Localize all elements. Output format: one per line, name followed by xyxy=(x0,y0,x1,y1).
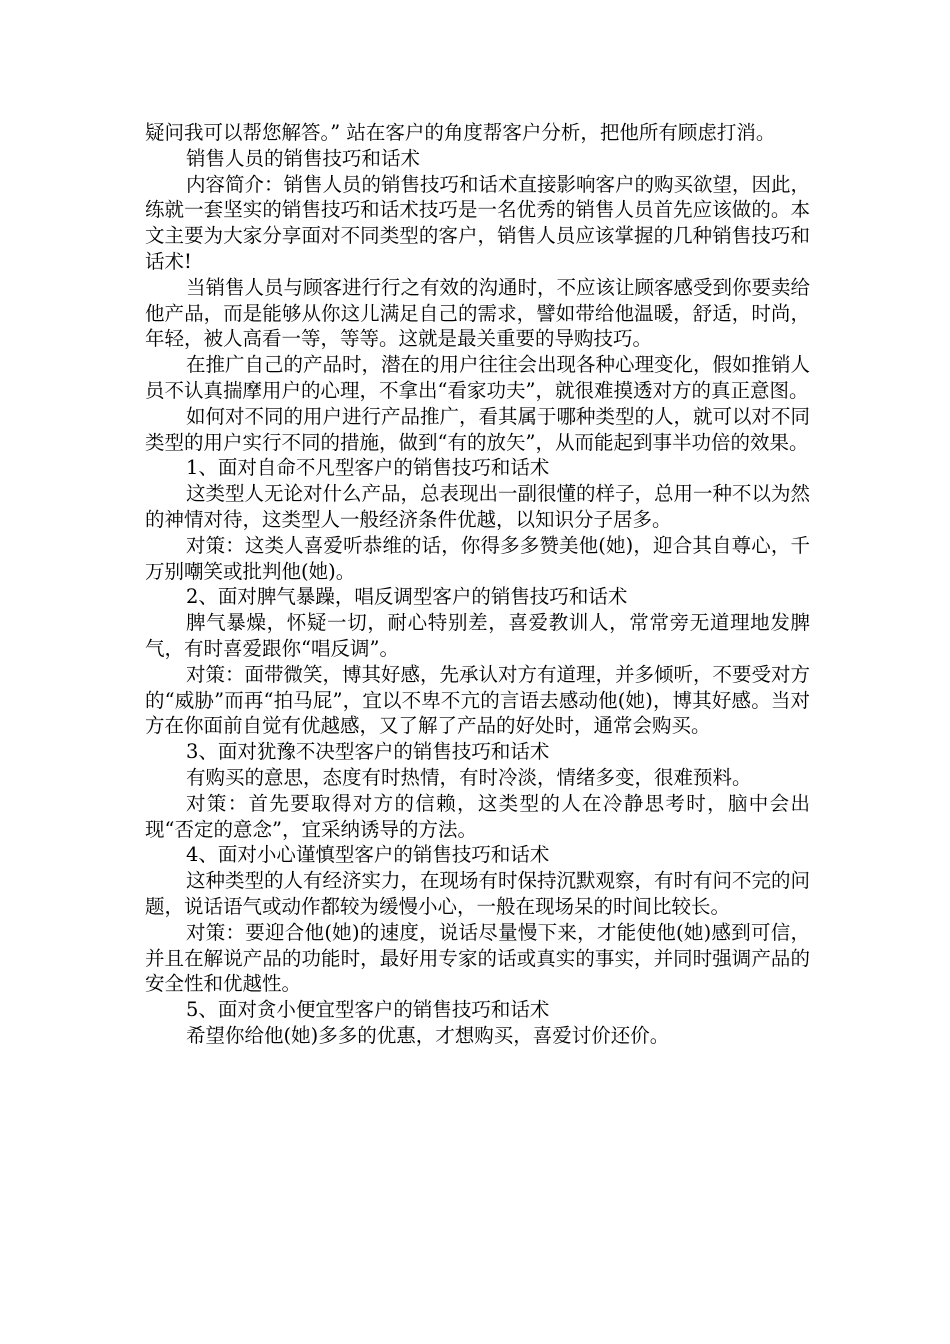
paragraph: 这类型人无论对什么产品，总表现出一副很懂的样子，总用一种不以为然的神情对待，这类型人一般经济条件优越，以知识分子居多。 xyxy=(145,482,811,531)
paragraph-continuation: 疑问我可以帮您解答。” 站在客户的角度帮客户分析，把他所有顾虑打消。 xyxy=(145,121,776,144)
paragraph-strategy: 对策：要迎合他(她)的速度，说话尽量慢下来，才能使他(她)感到可信，并且在解说产品的功能时，最好用专家的话或真实的事实，并同时强调产品的安全性和优越性。 xyxy=(145,920,810,996)
paragraph: 当销售人员与顾客进行行之有效的沟通时，不应该让顾客感受到你要卖给他产品，而是能够从你这儿满足自己的需求，譬如带给他温暖，舒适，时尚，年轻，被人高看一等，等等。这就是最关重要的导购技巧。 xyxy=(145,275,811,351)
paragraph-strategy: 对策：首先要取得对方的信赖，这类型的人在冷静思考时，脑中会出现“否定的意念”，宜采纳诱导的方法。 xyxy=(145,791,810,841)
paragraph: 这种类型的人有经济实力，在现场有时保持沉默观察，有时有问不完的问题，说话语气或动作都较为缓慢小心，一般在现场呆的时间比较长。 xyxy=(145,869,811,918)
paragraph: 脾气暴燥，怀疑一切，耐心特别差，喜爱教训人，常常旁无道理地发脾气，有时喜爱跟你“唱反调”。 xyxy=(145,611,810,660)
paragraph: 如何对不同的用户进行产品推广，看其属于哪种类型的人，就可以对不同类型的用户实行不同的措施，做到“有的放矢”，从而能起到事半功倍的效果。 xyxy=(145,404,811,454)
document-body xyxy=(145,120,810,1049)
heading-1: 1、面对自命不凡型客户的销售技巧和话术 xyxy=(186,456,550,480)
heading-3: 3、面对犹豫不决型客户的销售技巧和话术 xyxy=(186,740,550,764)
section-title: 销售人员的销售技巧和话术 xyxy=(186,146,421,170)
paragraph: 在推广自己的产品时，潜在的用户往往会出现各种心理变化，假如推销人员不认真揣摩用户的心理，不拿出“看家功夫”，就很难摸透对方的真正意图。 xyxy=(145,353,811,402)
paragraph-intro: 内容简介：销售人员的销售技巧和话术直接影响客户的购买欲望，因此，练就一套坚实的销售技巧和话术技巧是一名优秀的销售人员首先应该做的。本文主要为大家分享面对不同类型的客户，销售人员应该掌握的几种销售技巧和话术! xyxy=(145,172,811,273)
heading-2: 2、面对脾气暴躁，唱反调型客户的销售技巧和话术 xyxy=(186,585,628,609)
paragraph: 希望你给他(她)多多的优惠，才想购买，喜爱讨价还价。 xyxy=(186,1023,670,1047)
paragraph-strategy: 对策：面带微笑，博其好感，先承认对方有道理，并多倾听，不要受对方的“威胁”而再“拍马屁”，宜以不卑不亢的言语去感动他(她)，博其好感。当对方在你面前自觉有优越感，又了解了产品的好处时，通常会购买。 xyxy=(145,662,811,738)
paragraph: 有购买的意思，态度有时热情，有时冷淡，情绪多变，很难预料。 xyxy=(186,765,752,789)
paragraph-strategy: 对策：这类人喜爱听恭维的话，你得多多赞美他(她)，迎合其自尊心，千万别嘲笑或批判他(她)。 xyxy=(145,533,810,583)
heading-4: 4、面对小心谨慎型客户的销售技巧和话术 xyxy=(186,843,550,867)
heading-5: 5、面对贪小便宜型客户的销售技巧和话术 xyxy=(186,998,550,1022)
